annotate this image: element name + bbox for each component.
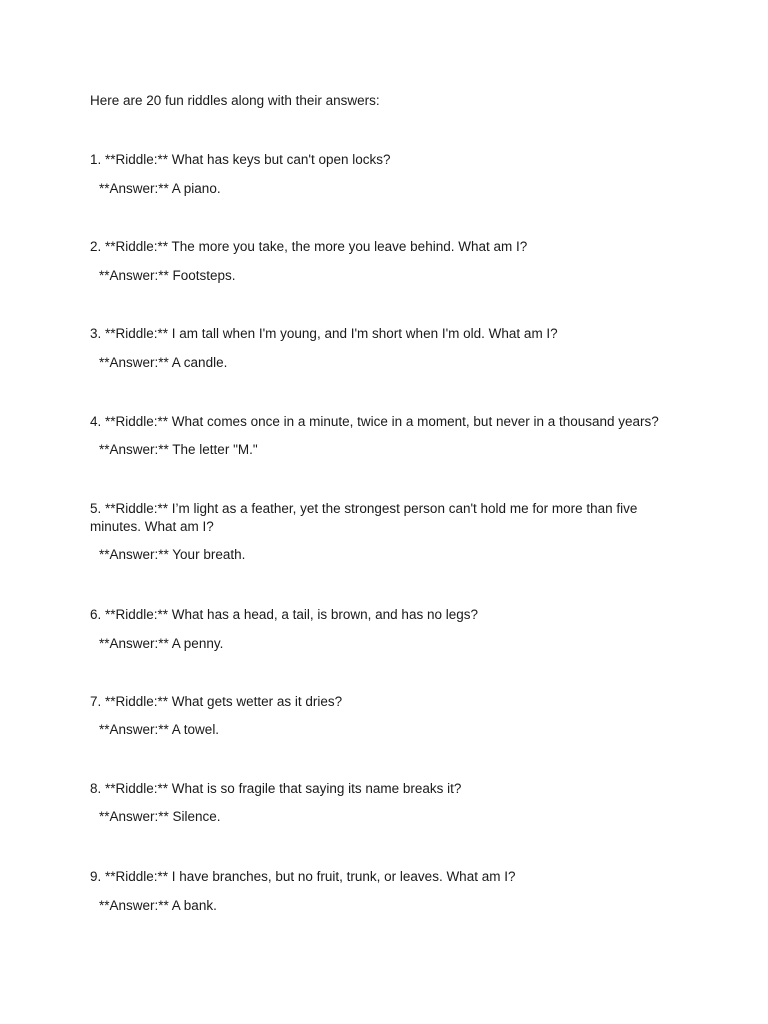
intro-text: Here are 20 fun riddles along with their answers: <box>90 93 380 108</box>
riddle-6: 6. **Riddle:** What has a head, a tail, is brown, and has no legs? <box>90 607 478 622</box>
riddle-4: 4. **Riddle:** What comes once in a minute, twice in a moment, but never in a thousand years? <box>90 414 659 429</box>
riddle-1: 1. **Riddle:** What has keys but can't open locks? <box>90 152 391 167</box>
answer-8: **Answer:** Silence. <box>99 809 221 824</box>
answer-2: **Answer:** Footsteps. <box>99 268 236 283</box>
riddle-2: 2. **Riddle:** The more you take, the more you leave behind. What am I? <box>90 239 528 254</box>
answer-6: **Answer:** A penny. <box>99 636 224 651</box>
riddle-9: 9. **Riddle:** I have branches, but no fruit, trunk, or leaves. What am I? <box>90 869 516 884</box>
answer-7: **Answer:** A towel. <box>99 722 220 737</box>
answer-1: **Answer:** A piano. <box>99 181 221 196</box>
answer-5: **Answer:** Your breath. <box>99 547 246 562</box>
riddle-5: 5. **Riddle:** I’m light as a feather, yet the strongest person can't hold me for more than five minutes. What am I? <box>90 501 638 534</box>
riddle-7: 7. **Riddle:** What gets wetter as it dries? <box>90 694 343 709</box>
riddle-8: 8. **Riddle:** What is so fragile that saying its name breaks it? <box>90 781 462 796</box>
answer-4: **Answer:** The letter "M." <box>99 442 258 457</box>
answer-3: **Answer:** A candle. <box>99 355 228 370</box>
riddle-3: 3. **Riddle:** I am tall when I'm young, and I'm short when I'm old. What am I? <box>90 326 558 341</box>
answer-9: **Answer:** A bank. <box>99 898 217 913</box>
